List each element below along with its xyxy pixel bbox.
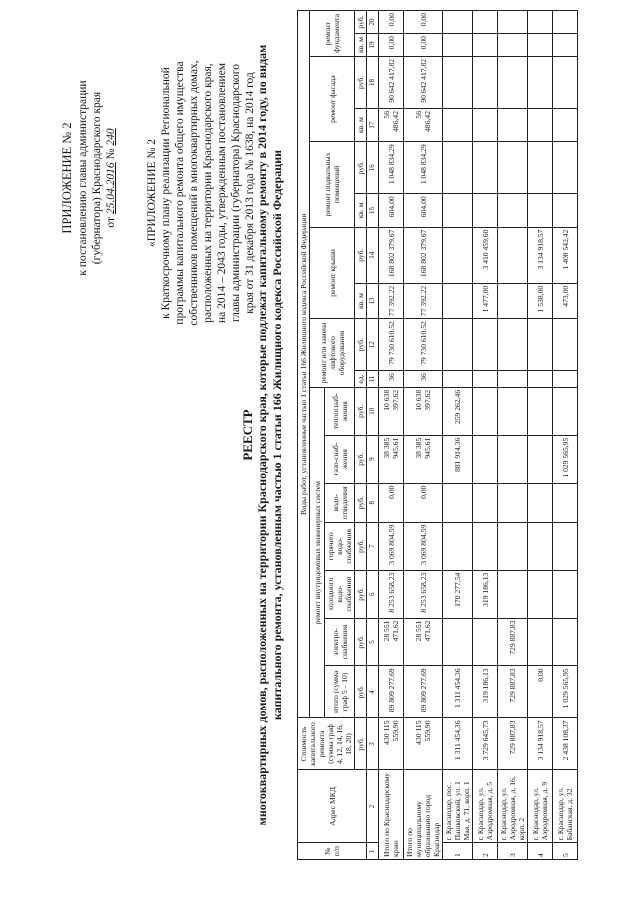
quoted-line: программы капитального ремонта общего имущества: [174, 61, 186, 325]
summary-row: [379, 11, 404, 860]
table-row: [553, 11, 578, 860]
table-cell: 319 186,13: [473, 666, 498, 718]
table-cell: 0,00: [404, 34, 443, 57]
table-cell: [473, 618, 498, 666]
table-cell: [443, 34, 473, 57]
table-cell: 90 642 417,82: [379, 56, 404, 108]
table-cell: 3 069 804,59: [404, 522, 443, 570]
header-roof: ремонт крыши: [310, 227, 355, 319]
table-cell: 28 551 471,62: [379, 618, 404, 666]
header-water-disposal: водо-отведения: [325, 483, 355, 522]
register-table: [297, 10, 578, 860]
date-value: 25.04.2016: [105, 162, 117, 215]
table-cell: [443, 618, 473, 666]
table-cell: [528, 34, 553, 57]
table-cell: 3 134 918,57: [528, 227, 553, 283]
header-no: № п/п: [298, 843, 367, 860]
table-cell: [528, 319, 553, 371]
table-cell: [498, 142, 528, 194]
header-cost: Стоимость капитального ремонта (сумма граф 4, 12, 14, 16, 18, 20): [298, 718, 355, 770]
appendix-date-line: [104, 28, 118, 328]
number-prefix: №: [105, 148, 117, 160]
table-cell: 604,00: [404, 194, 443, 227]
table-cell: [528, 435, 553, 483]
header-total: итого (сумма граф 5 – 10): [325, 666, 355, 718]
column-number: 13: [367, 283, 379, 318]
unit-rub: руб.: [355, 56, 367, 108]
table-cell: [473, 34, 498, 57]
table-cell: [553, 387, 578, 435]
table-cell: [443, 11, 473, 34]
table-cell: [498, 522, 528, 570]
column-number: 19: [367, 34, 379, 57]
table-cell: [498, 435, 528, 483]
table-cell: [553, 142, 578, 194]
table-cell: 1 311 454,36: [443, 666, 473, 718]
table-cell: [473, 387, 498, 435]
row-number: 3: [498, 843, 528, 860]
column-number: 8: [367, 483, 379, 522]
column-number: 4: [367, 666, 379, 718]
table-cell: [528, 11, 553, 34]
row-address: г. Краснодар, пос. Пашковский, ул. 1 Мая, д. 71, корп. 1: [443, 770, 473, 843]
table-cell: 168 802 379,67: [404, 227, 443, 283]
table-cell: 170 277,54: [443, 570, 473, 618]
table-cell: [498, 371, 528, 388]
table-cell: 3 729 645,73: [473, 718, 498, 770]
column-number: 10: [367, 387, 379, 435]
table-cell: [528, 56, 553, 108]
table-cell: [473, 319, 498, 371]
table-cell: 36: [379, 371, 404, 388]
table-cell: [553, 34, 578, 57]
table-cell: 2 438 108,37: [553, 718, 578, 770]
title-heading: РЕЕСТР: [240, 409, 255, 461]
row-address: г. Краснодар, ул. Аэродромная, д. 9: [528, 770, 553, 843]
header-basement: ремонт подвальных помещений: [310, 142, 355, 227]
header-heat: теплоснаб-жения: [325, 387, 355, 435]
table-cell: 729 887,83: [498, 718, 528, 770]
table-cell: [443, 522, 473, 570]
table-cell: [498, 570, 528, 618]
table-cell: 90 642 417,82: [404, 56, 443, 108]
row-number: 2: [473, 843, 498, 860]
column-number: 14: [367, 227, 379, 283]
table-cell: 168 802 379,67: [379, 227, 404, 283]
header-elevator: ремонт или замена лифтового оборудования: [310, 319, 355, 388]
row-number: 5: [553, 843, 578, 860]
quoted-line: к Краткосрочному плану реализации Региональной: [160, 67, 172, 319]
unit-rub: руб.: [355, 522, 367, 570]
table-cell: 1 408 542,42: [553, 227, 578, 283]
table-cell: 604,00: [379, 194, 404, 227]
table-cell: [473, 108, 498, 141]
column-number: 17: [367, 108, 379, 141]
table-cell: [473, 56, 498, 108]
document-title: [240, 25, 285, 845]
table-cell: 10 638 397,62: [404, 387, 443, 435]
summary-label: Итого по Краснодарскому краю: [379, 770, 404, 860]
table-cell: 0,00: [379, 34, 404, 57]
table-cell: [498, 108, 528, 141]
table-cell: 473,00: [553, 283, 578, 318]
table-cell: [528, 142, 553, 194]
table-cell: [473, 11, 498, 34]
table-cell: [553, 194, 578, 227]
table-cell: [528, 371, 553, 388]
unit-sqm: кв. м: [355, 283, 367, 318]
table-cell: 56 486,42: [404, 108, 443, 141]
unit-pcs: ед.: [355, 371, 367, 388]
unit-sqm: кв. м: [355, 108, 367, 141]
table-cell: [473, 522, 498, 570]
unit-rub: руб.: [355, 387, 367, 435]
title-line-2: капитального ремонта, установленным частью 1 статьи 166 Жилищного кодекса Российской Федерации: [270, 149, 284, 721]
unit-rub: руб.: [355, 718, 367, 770]
table-cell: [498, 387, 528, 435]
table-cell: 36: [404, 371, 443, 388]
table-cell: 259 262,46: [443, 387, 473, 435]
table-cell: 77 392,22: [379, 283, 404, 318]
column-number: 2: [367, 770, 379, 843]
table-cell: [498, 56, 528, 108]
row-address: г. Краснодар, ул. Бабанская, д. 32: [553, 770, 578, 843]
quoted-line: расположенных на территории Краснодарского края,: [202, 63, 214, 323]
table-cell: [473, 483, 498, 522]
row-address: г. Краснодар, ул. Аэродромная, д. 16, корп. 2: [498, 770, 528, 843]
table-cell: [553, 371, 578, 388]
table-cell: 79 730 610,52: [404, 319, 443, 371]
table-cell: 10 638 397,62: [379, 387, 404, 435]
table-cell: 28 551 471,62: [404, 618, 443, 666]
table-cell: [553, 319, 578, 371]
table-cell: 3 410 459,60: [473, 227, 498, 283]
table-row: [498, 11, 528, 860]
table-cell: [498, 227, 528, 283]
table-cell: [553, 483, 578, 522]
table-cell: [443, 108, 473, 141]
table-cell: [553, 618, 578, 666]
table-cell: 8 253 658,23: [379, 570, 404, 618]
table-cell: 1 029 565,95: [553, 666, 578, 718]
table-cell: 1 048 834,29: [404, 142, 443, 194]
table-cell: [443, 371, 473, 388]
summary-label: Итого по муниципальному образованию город Краснодар: [404, 770, 443, 860]
header-utility-group: ремонт внутридомовых инженерных систем: [310, 387, 325, 718]
table-row: [473, 11, 498, 860]
table-cell: [553, 522, 578, 570]
header-foundation: ремонт фундамента: [310, 11, 355, 57]
table-cell: [443, 56, 473, 108]
table-cell: [443, 227, 473, 283]
table-cell: 1 048 834,29: [379, 142, 404, 194]
appendix-line-2: (губернатора) Краснодарского края: [91, 91, 103, 265]
table-cell: 3 069 804,59: [379, 522, 404, 570]
table-cell: [528, 387, 553, 435]
column-number: 1: [367, 843, 379, 860]
header-address: Адрес МКД: [298, 770, 367, 843]
unit-rub: руб.: [355, 618, 367, 666]
column-number: 7: [367, 522, 379, 570]
table-cell: 729 887,83: [498, 618, 528, 666]
table-cell: 430 115 559,90: [379, 718, 404, 770]
unit-rub: руб.: [355, 483, 367, 522]
row-number: 1: [443, 843, 473, 860]
column-number: 11: [367, 371, 379, 388]
row-number: 4: [528, 843, 553, 860]
column-number: 15: [367, 194, 379, 227]
header-electric: электро-снабжения: [325, 618, 355, 666]
table-cell: 3 134 918,57: [528, 718, 553, 770]
table-cell: 56 486,42: [379, 108, 404, 141]
appendix-header: [60, 28, 118, 328]
table-cell: 729 887,83: [498, 666, 528, 718]
unit-rub: руб.: [355, 319, 367, 371]
appendix-title: ПРИЛОЖЕНИЕ № 2: [60, 122, 74, 234]
table-cell: [553, 570, 578, 618]
table-row: [528, 11, 553, 860]
table-cell: [443, 319, 473, 371]
table-cell: [443, 142, 473, 194]
header-gas: газо-снаб-жения: [325, 435, 355, 483]
unit-rub: руб.: [355, 11, 367, 34]
table-cell: [498, 319, 528, 371]
table-cell: [528, 108, 553, 141]
table-cell: 0,00: [404, 483, 443, 522]
table-cell: [553, 56, 578, 108]
table-cell: 77 392,22: [404, 283, 443, 318]
table-cell: [473, 194, 498, 227]
summary-row: [404, 11, 443, 860]
table-cell: 0,00: [404, 11, 443, 34]
table-cell: [528, 483, 553, 522]
unit-sqm: кв. м: [355, 194, 367, 227]
table-cell: [443, 483, 473, 522]
quoted-appendix-title: «ПРИЛОЖЕНИЕ № 2: [146, 139, 158, 248]
column-number: 12: [367, 319, 379, 371]
table-cell: [528, 570, 553, 618]
table-cell: 1 538,00: [528, 283, 553, 318]
table-cell: 0,00: [379, 11, 404, 34]
table-cell: [553, 11, 578, 34]
table-cell: [498, 11, 528, 34]
table-cell: [443, 194, 473, 227]
column-number: 9: [367, 435, 379, 483]
unit-rub: руб.: [355, 570, 367, 618]
column-number: 20: [367, 11, 379, 34]
table-cell: 1 477,00: [473, 283, 498, 318]
quoted-line: края от 31 декабря 2013 года № 1638, на 2014 год: [244, 72, 256, 314]
unit-rub: руб.: [355, 435, 367, 483]
table-cell: 89 809 277,69: [404, 666, 443, 718]
column-number: 3: [367, 718, 379, 770]
quoted-line: собственников помещений в многоквартирных домах,: [188, 60, 200, 326]
table-cell: 89 809 277,69: [379, 666, 404, 718]
column-number: 16: [367, 142, 379, 194]
unit-rub: руб.: [355, 142, 367, 194]
table-cell: [553, 108, 578, 141]
table-cell: [498, 194, 528, 227]
table-cell: 881 914,36: [443, 435, 473, 483]
table-cell: 8 253 658,23: [404, 570, 443, 618]
table-cell: [473, 371, 498, 388]
header-cold-water: холодного водо-снабжения: [325, 570, 355, 618]
table-cell: [473, 435, 498, 483]
table-cell: 79 730 610,52: [379, 319, 404, 371]
table-cell: [498, 283, 528, 318]
header-facade: ремонт фасада: [310, 56, 355, 141]
title-line-1: многоквартирных домов, расположенных на территории Краснодарского края, которые подлежат капитальному ремонту в 2014 году, по видам: [255, 44, 269, 826]
unit-rub: руб.: [355, 666, 367, 718]
header-hot-water: горячего водо-снабжения: [325, 522, 355, 570]
table-cell: [498, 483, 528, 522]
quoted-line: на 2014 – 2043 годы, утвержденным постановлением: [216, 62, 228, 324]
date-prefix: от: [105, 217, 117, 228]
column-number-row: [367, 11, 379, 860]
header-works-group: Виды работ, установленные частью 1 статьи 166 Жилищного кодекса Российской Федерации: [298, 11, 310, 718]
table-cell: [528, 522, 553, 570]
table-cell: 38 385 945,61: [379, 435, 404, 483]
register-body: [367, 11, 578, 860]
table-cell: 430 115 559,90: [404, 718, 443, 770]
table-row: [443, 11, 473, 860]
table-cell: 0,00: [379, 483, 404, 522]
table-cell: 319 186,13: [473, 570, 498, 618]
table-cell: [473, 142, 498, 194]
table-cell: [443, 283, 473, 318]
table-cell: [528, 618, 553, 666]
table-cell: 1 311 454,36: [443, 718, 473, 770]
row-address: г. Краснодар, ул. Аэродромная, д. 5: [473, 770, 498, 843]
appendix-line-1: к постановлению главы администрации: [77, 80, 89, 276]
table-cell: 38 385 945,61: [404, 435, 443, 483]
column-number: 6: [367, 570, 379, 618]
table-cell: [498, 34, 528, 57]
column-number: 18: [367, 56, 379, 108]
table-cell: 1 029 565,95: [553, 435, 578, 483]
table-cell: [528, 194, 553, 227]
table-cell: 0,00: [528, 666, 553, 718]
quoted-line: главы администрации (губернатора) Краснодарского: [230, 64, 242, 322]
unit-rub: руб.: [355, 227, 367, 283]
unit-sqm: кв. м: [355, 34, 367, 57]
number-value: 240: [105, 128, 117, 146]
column-number: 5: [367, 618, 379, 666]
